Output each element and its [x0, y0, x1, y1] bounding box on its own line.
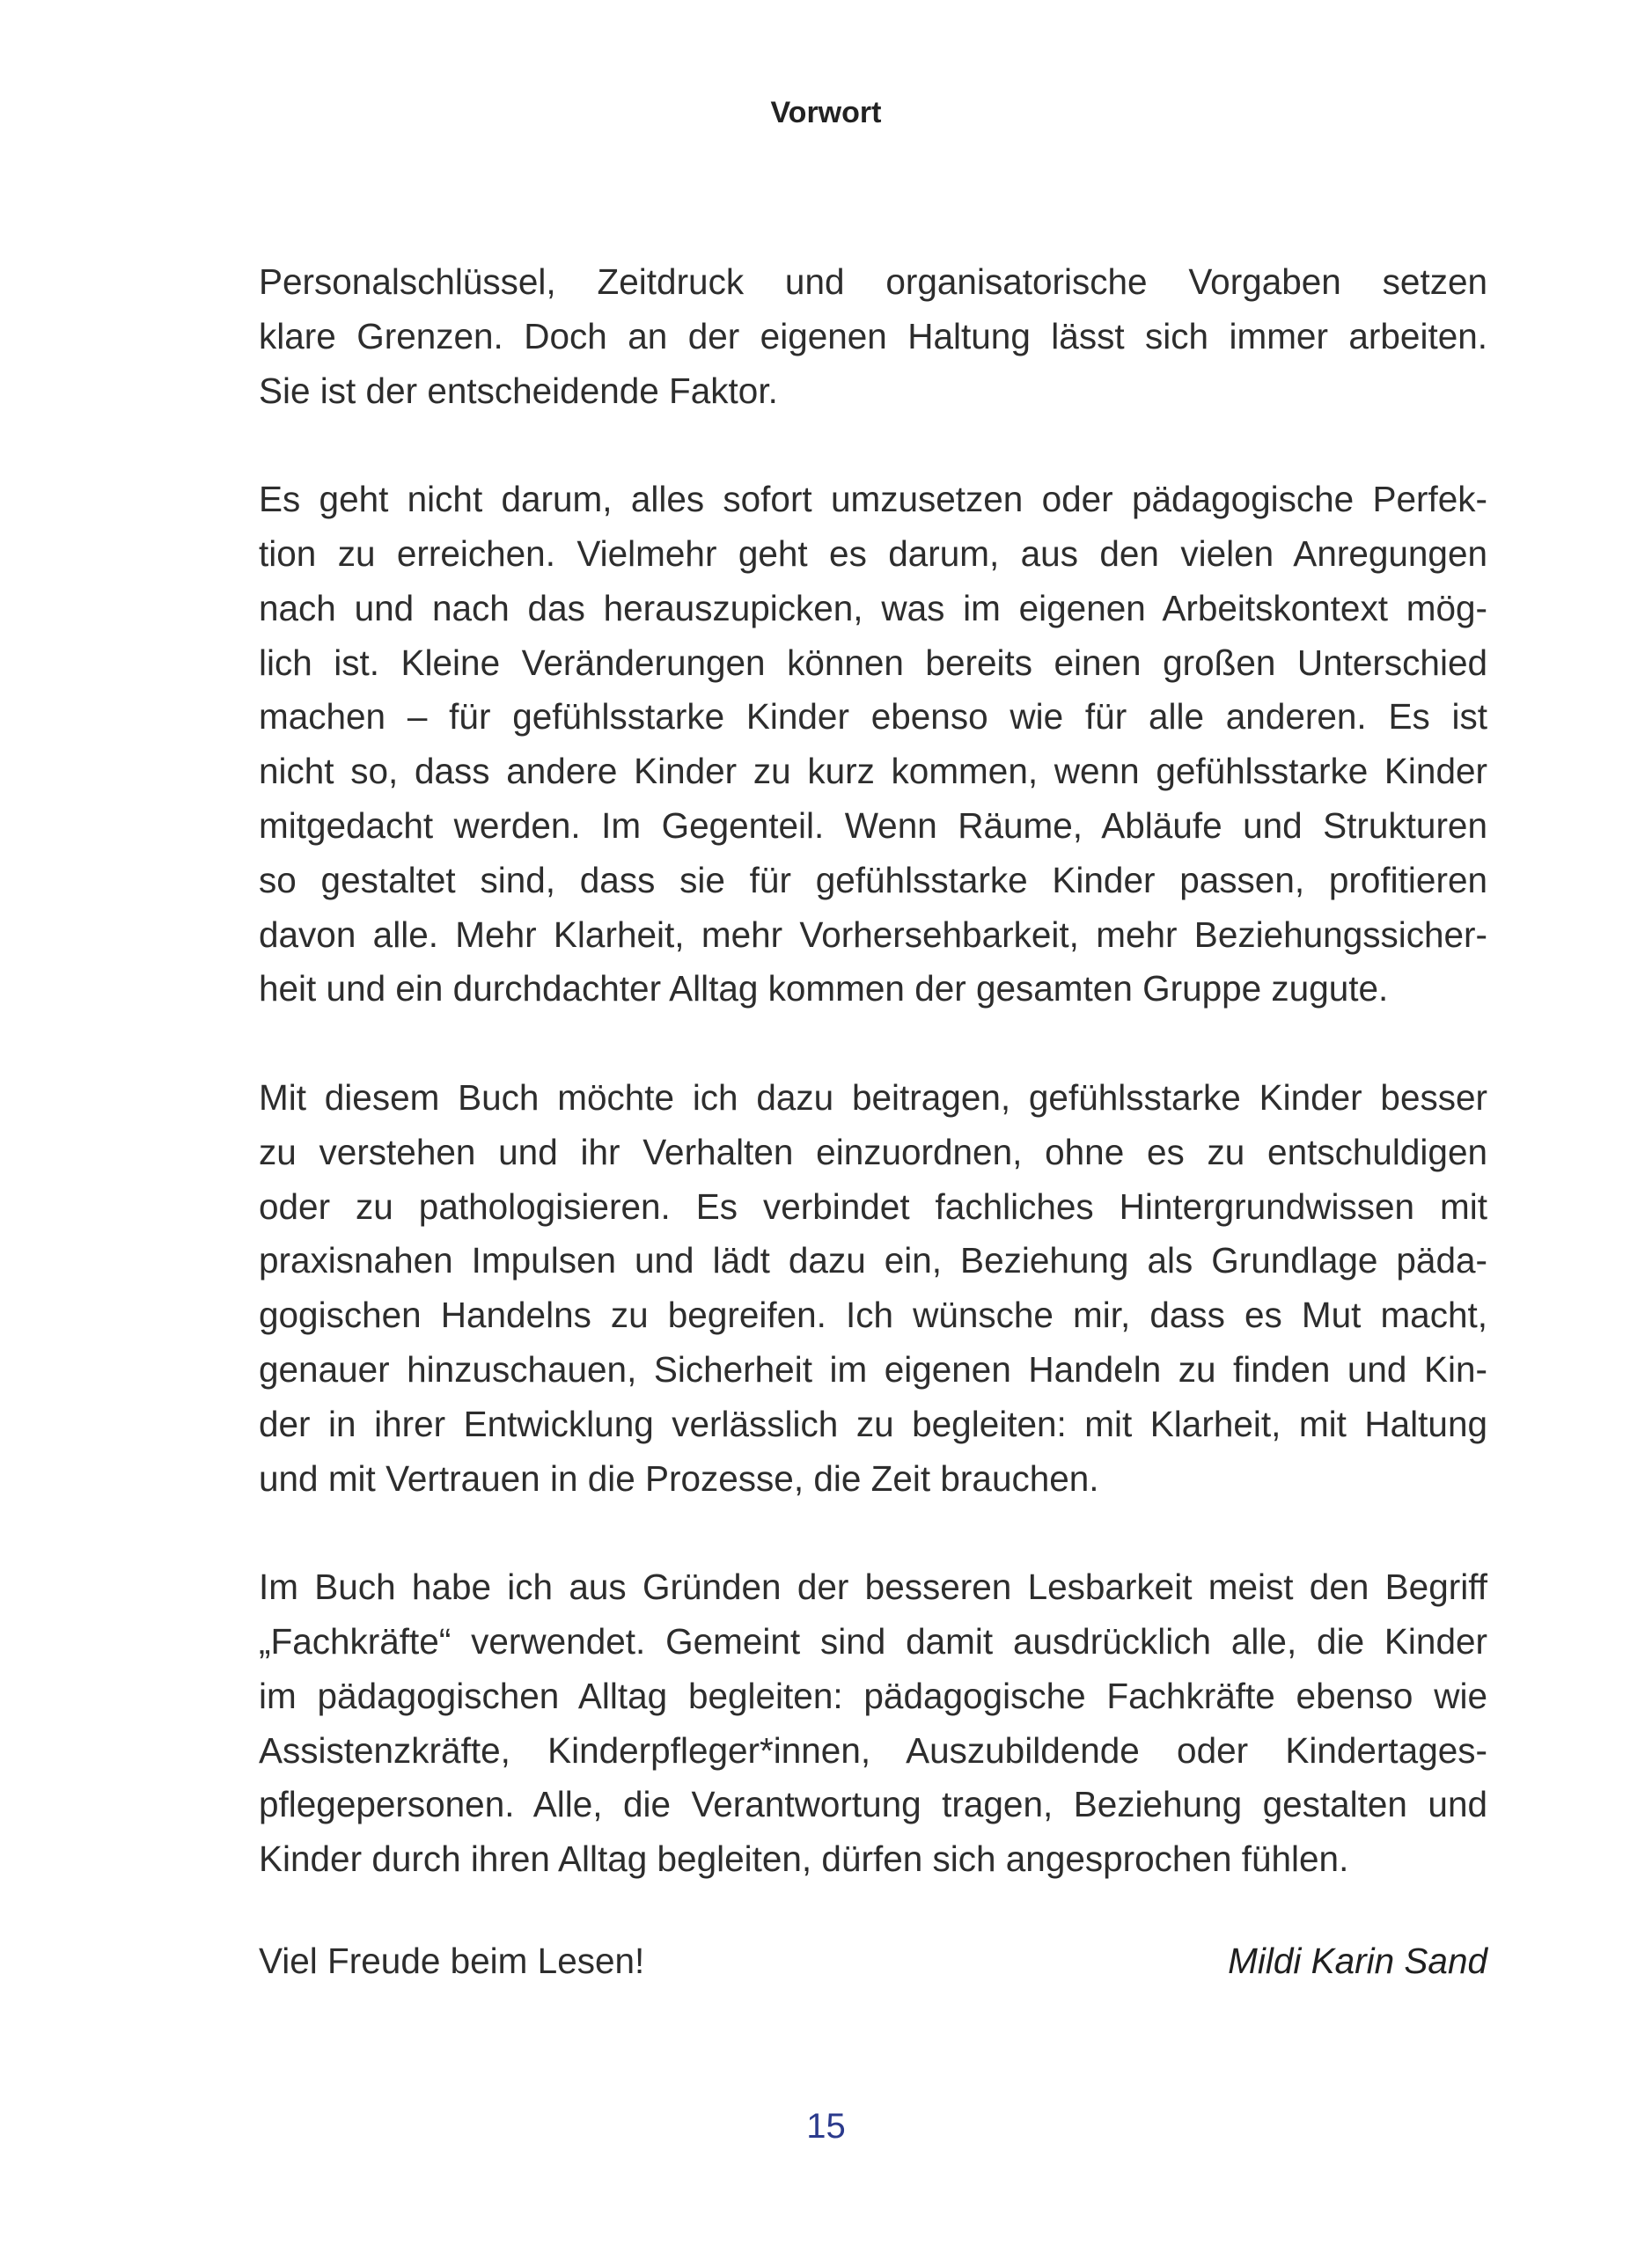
text-line: gogischen Handelns zu begreifen. Ich wünsche mir, dass es Mut macht, [259, 1295, 1487, 1336]
page-number: 15 [806, 2107, 846, 2146]
text-line: oder zu pathologisieren. Es verbindet fachliches Hintergrundwissen mit [259, 1185, 1487, 1227]
author-signature: Mildi Karin Sand [1228, 1941, 1487, 1981]
text-line: pflegepersonen. Alle, die Verantwortung tragen, Beziehung gestalten und [259, 1784, 1487, 1825]
text-line: Es geht nicht darum, alles sofort umzusetzen oder pädagogische Perfek- [259, 479, 1487, 520]
paragraph-1 [259, 255, 1487, 418]
text-line: lich ist. Kleine Veränderungen können bereits einen großen Unterschied [259, 642, 1487, 683]
paragraph-2 [259, 473, 1487, 1016]
text-line: zu verstehen und ihr Verhalten einzuordnen, ohne es zu entschuldigen [259, 1131, 1487, 1172]
paragraph-4 [259, 1560, 1487, 1887]
closing-greeting: Viel Freude beim Lesen! [259, 1941, 645, 1981]
text-line: Assistenzkräfte, Kinderpfleger*innen, Auszubildende oder Kindertages- [259, 1729, 1487, 1771]
text-line: der in ihrer Entwicklung verlässlich zu begleiten: mit Klarheit, mit Haltung [259, 1403, 1487, 1444]
text-line: nicht so, dass andere Kinder zu kurz kommen, wenn gefühlsstarke Kinder [259, 751, 1487, 792]
text-line: „Fachkräfte“ verwendet. Gemeint sind damit ausdrücklich alle, die Kinder [259, 1620, 1487, 1662]
closing-line [259, 1934, 1487, 1989]
text-line: Personalschlüssel, Zeitdruck und organisatorische Vorgaben setzen [259, 261, 1487, 302]
text-line: tion zu erreichen. Vielmehr geht es darum, aus den vielen Anregungen [259, 532, 1487, 574]
text-line: machen – für gefühlsstarke Kinder ebenso wie für alle anderen. Es ist [259, 696, 1487, 738]
text-line: und mit Vertrauen in die Prozesse, die Zeit brauchen. [259, 1457, 1099, 1499]
text-line: nach und nach das herauszupicken, was im eigenen Arbeitskontext mög- [259, 587, 1487, 628]
paragraph-3 [259, 1071, 1487, 1506]
text-line: mitgedacht werden. Im Gegenteil. Wenn Räume, Abläufe und Strukturen [259, 804, 1487, 846]
text-line: heit und ein durchdachter Alltag kommen der gesamten Gruppe zugute. [259, 968, 1389, 1009]
body-text [259, 255, 1487, 1941]
text-line: Kinder durch ihren Alltag begleiten, dürfen sich angesprochen fühlen. [259, 1838, 1349, 1880]
running-head-title: Vorwort [770, 96, 882, 129]
text-line: im pädagogischen Alltag begleiten: pädagogische Fachkräfte ebenso wie [259, 1675, 1487, 1716]
text-line: klare Grenzen. Doch an der eigenen Haltung lässt sich immer arbeiten. [259, 315, 1487, 356]
text-line: Sie ist der entscheidende Faktor. [259, 370, 778, 411]
text-line: Im Buch habe ich aus Gründen der besseren Lesbarkeit meist den Begriff [259, 1567, 1487, 1608]
text-line: so gestaltet sind, dass sie für gefühlsstarke Kinder passen, profitieren [259, 859, 1487, 900]
text-line: Mit diesem Buch möchte ich dazu beitragen, gefühlsstarke Kinder besser [259, 1076, 1487, 1118]
text-line: davon alle. Mehr Klarheit, mehr Vorhersehbarkeit, mehr Beziehungssicher- [259, 914, 1487, 955]
text-line: genauer hinzuschauen, Sicherheit im eigenen Handeln zu finden und Kin- [259, 1348, 1487, 1390]
text-line: praxisnahen Impulsen und lädt dazu ein, Beziehung als Grundlage päda- [259, 1240, 1487, 1281]
